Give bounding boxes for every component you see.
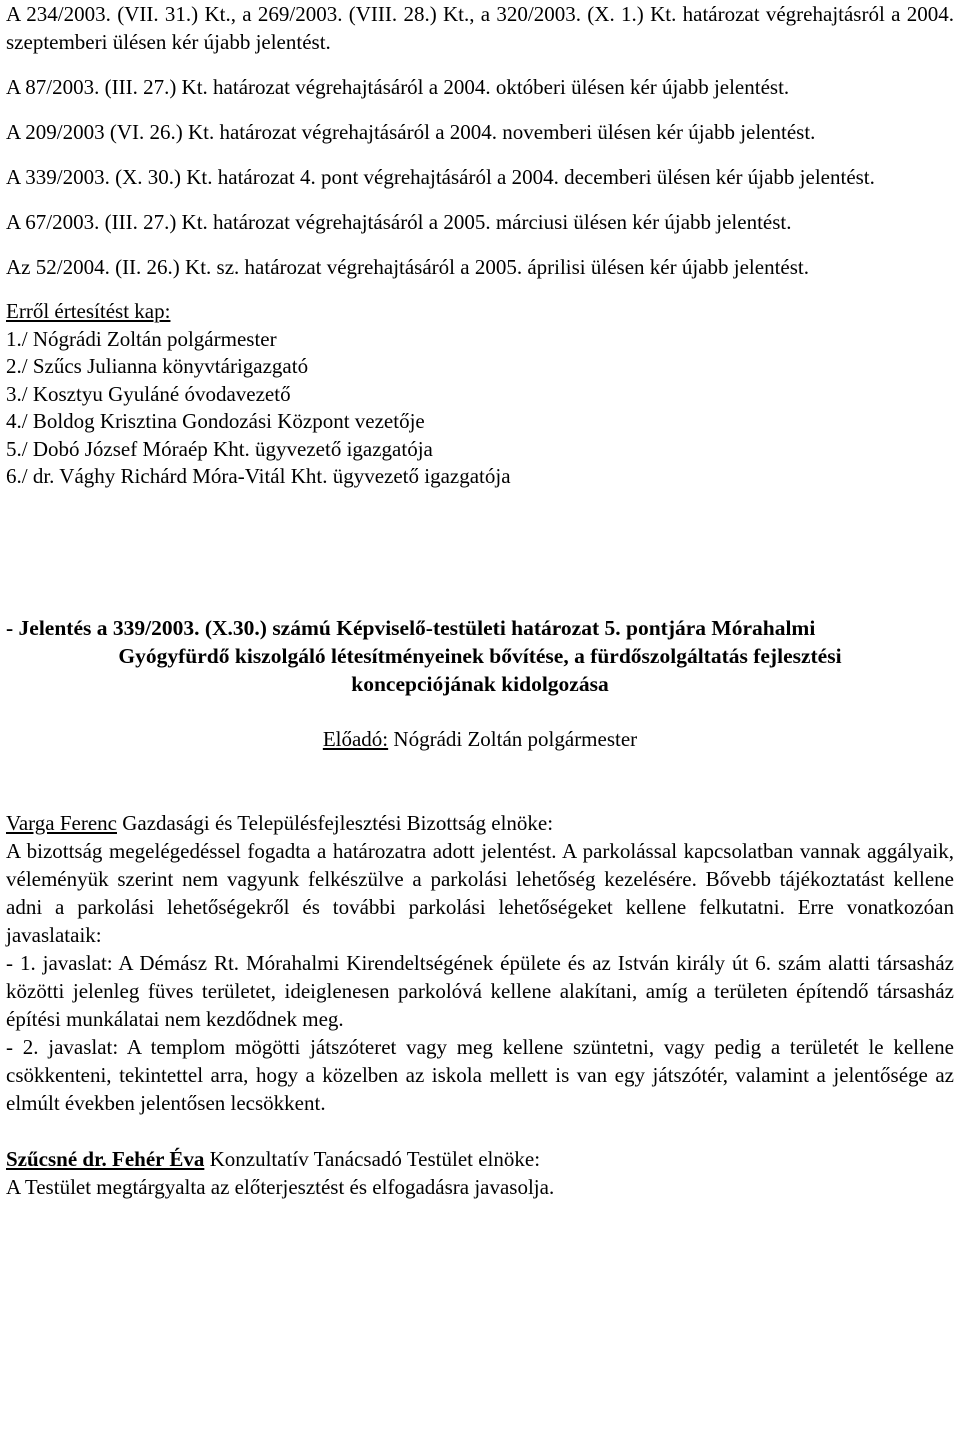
report-item-3: A 209/2003 (VI. 26.) Kt. határozat végrehajtásáról a 2004. novemberi ülésen kér újabb jelentést.	[6, 120, 816, 144]
section-title	[6, 614, 954, 698]
speaker-szucsne	[6, 1145, 954, 1201]
notification-item: 4./ Boldog Krisztina Gondozási Központ vezetője	[6, 409, 425, 433]
speaker-paragraph: A bizottság megelégedéssel fogadta a határozatra adott jelentést. A parkolással kapcsolatban vannak aggályaik, véleményük szerint nem vagyunk felkészülve a parkolási lehetőség kezelésére. Bővebb tájékoztatást kellene adni a parkolási lehetőségekről és további parkolási lehetőségeket kellene felkutatni. Erre vonatkozóan javaslataik:	[6, 838, 954, 947]
presenter-line	[6, 725, 954, 753]
notification-heading: Erről értesítést kap:	[6, 299, 171, 323]
speaker-role: Konzultatív Tanácsadó Testület elnöke:	[204, 1146, 541, 1171]
notification-item: 5./ Dobó József Móraép Kht. ügyvezető igazgatója	[6, 436, 433, 461]
speaker-name: Varga Ferenc	[6, 810, 117, 835]
proposal-2: - 2. javaslat: A templom mögötti játszóteret vagy meg kellene szüntetni, vagy pedig a területét le kellene csökkenteni, tekintettel arra, hogy a közelben az iskola mellett is van egy játszótér, valamint a jelentősége az elmúlt években jelentősen lecsökkent.	[6, 1034, 954, 1115]
notification-list	[6, 298, 954, 491]
report-item-5: A 67/2003. (III. 27.) Kt. határozat végrehajtásáról a 2005. márciusi ülésen kér újabb jelentést.	[6, 210, 792, 234]
report-item-2: A 87/2003. (III. 27.) Kt. határozat végrehajtásáról a 2004. októberi ülésen kér újabb jelentést.	[6, 75, 790, 99]
proposal-1: - 1. javaslat: A Démász Rt. Mórahalmi Kirendeltségének épülete és az István király út 6. szám alatti társasház közötti jelenleg füves területet, ideiglenesen parkolóvá kellene alakítani, amíg a területen építendő társasház építési munkálatai nem kezdődnek meg.	[6, 950, 954, 1031]
section-title-line-2: Gyógyfürdő kiszolgáló létesítményeinek bővítése, a fürdőszolgáltatás fejlesztési	[118, 643, 842, 668]
presenter-name: Nógrádi Zoltán polgármester	[388, 726, 638, 751]
notification-item: 1./ Nógrádi Zoltán polgármester	[6, 326, 277, 351]
speaker-paragraph: A Testület megtárgyalta az előterjesztést és elfogadásra javasolja.	[6, 1174, 555, 1199]
report-item-1: A 234/2003. (VII. 31.) Kt., a 269/2003. (VIII. 28.) Kt., a 320/2003. (X. 1.) Kt. határozat végrehajtásról a 2004. szeptemberi ülésen kér újabb jelentést.	[6, 2, 954, 54]
report-requests	[6, 0, 954, 281]
speaker-name: Szűcsné dr. Fehér Éva	[6, 1146, 205, 1171]
speaker-varga	[6, 809, 954, 1117]
section-title-line-1: - Jelentés a 339/2003. (X.30.) számú Képviselő-testületi határozat 5. pontjára Mórahalmi	[6, 615, 816, 640]
notification-item: 3./ Kosztyu Gyuláné óvodavezető	[6, 381, 291, 406]
notification-item: 2./ Szűcs Julianna könyvtárigazgató	[6, 354, 309, 378]
report-item-6: Az 52/2004. (II. 26.) Kt. sz. határozat végrehajtásáról a 2005. áprilisi ülésen kér újabb jelentést.	[6, 255, 809, 279]
report-item-4: A 339/2003. (X. 30.) Kt. határozat 4. pont végrehajtásáról a 2004. decemberi ülésen kér újabb jelentést.	[6, 165, 875, 189]
presenter-label: Előadó:	[322, 726, 389, 751]
notification-item: 6./ dr. Vághy Richárd Móra-Vitál Kht. ügyvezető igazgatója	[6, 464, 511, 488]
speaker-heading	[6, 1145, 954, 1173]
section-title-line-3: koncepciójának kidolgozása	[351, 671, 609, 696]
speaker-heading	[6, 809, 954, 837]
speaker-role: Gazdasági és Településfejlesztési Bizottság elnöke:	[116, 810, 554, 835]
